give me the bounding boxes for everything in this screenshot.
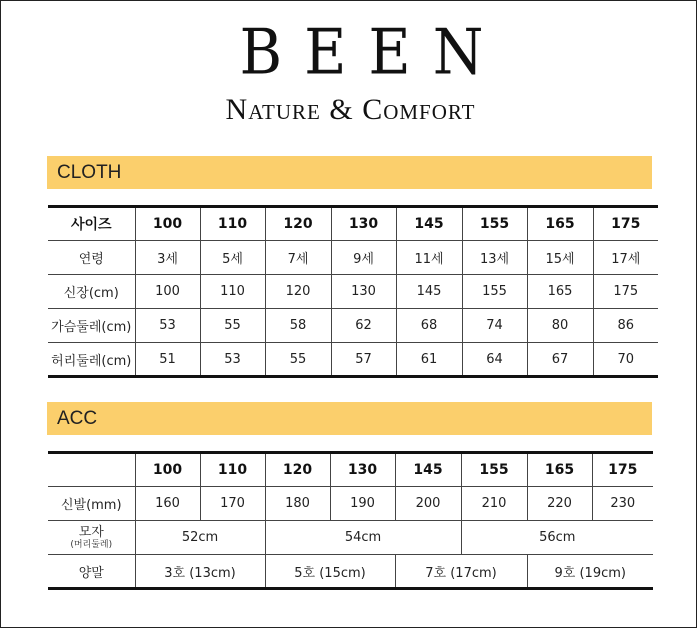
table-cell: 61 [396,343,462,377]
header-cell: 175 [592,453,653,487]
table-row [48,241,658,275]
table-row-hat [48,521,653,555]
table-cell: 100 [135,275,200,309]
table-cell: 160 [135,487,200,521]
brand-logo: BEEN [239,15,506,89]
header-cell: 130 [331,207,396,241]
hat-sublabel: (머리둘레) [70,539,113,550]
table-cell: 9호 (19cm) [527,555,653,589]
table-cell: 110 [200,275,265,309]
acc-size-table [48,451,653,590]
table-cell: 58 [265,309,331,343]
table-cell: 210 [461,487,527,521]
table-cell: 230 [592,487,653,521]
table-cell: 11세 [396,241,462,275]
header-cell: 130 [330,453,395,487]
table-row-shoes [48,487,653,521]
hat-label: 모자 [78,524,104,540]
table-cell: 54cm [265,521,461,555]
table-cell: 53 [200,343,265,377]
row-label: 가슴둘레(cm) [48,309,135,343]
acc-header-row [48,453,653,487]
table-cell: 5세 [200,241,265,275]
header-cell: 145 [395,453,461,487]
table-cell: 55 [200,309,265,343]
header-cell [48,453,135,487]
table-cell: 165 [527,275,593,309]
table-cell: 155 [462,275,527,309]
header-cell: 110 [200,207,265,241]
table-cell: 57 [331,343,396,377]
table-cell: 3호 (13cm) [135,555,265,589]
header-cell: 155 [462,207,527,241]
row-label: 양말 [48,555,135,589]
table-cell: 80 [527,309,593,343]
row-label: 연령 [48,241,135,275]
table-cell: 180 [265,487,330,521]
table-cell: 190 [330,487,395,521]
table-cell: 220 [527,487,592,521]
table-cell: 200 [395,487,461,521]
row-label: 허리둘레(cm) [48,343,135,377]
table-cell: 130 [331,275,396,309]
table-row [48,275,658,309]
table-cell: 68 [396,309,462,343]
brand-tagline: Nature & Comfort [225,93,476,126]
table-cell: 9세 [331,241,396,275]
header-cell: 100 [135,453,200,487]
table-cell: 13세 [462,241,527,275]
header-cell: 사이즈 [70,217,112,233]
table-cell: 51 [135,343,200,377]
header-cell: 165 [527,207,593,241]
table-cell: 170 [200,487,265,521]
table-row [48,343,658,377]
row-label: 신장(cm) [48,275,135,309]
table-cell: 86 [593,309,658,343]
header-cell: 120 [265,207,331,241]
table-cell: 56cm [461,521,653,555]
acc-section-header: ACC [47,402,652,435]
header-cell: 155 [461,453,527,487]
table-cell: 74 [462,309,527,343]
table-cell: 7세 [265,241,331,275]
header-cell: 100 [135,207,200,241]
table-cell: 53 [135,309,200,343]
cloth-section-header: CLOTH [47,156,652,189]
cloth-size-table [48,205,658,378]
table-row-socks [48,555,653,589]
table-cell: 3세 [135,241,200,275]
cloth-header-row [48,207,658,241]
table-cell: 5호 (15cm) [265,555,395,589]
table-cell: 15세 [527,241,593,275]
table-cell: 64 [462,343,527,377]
header-cell: 120 [265,453,330,487]
row-label [48,521,135,555]
header-cell: 145 [396,207,462,241]
row-label: 신발(mm) [48,487,135,521]
header-cell: 110 [200,453,265,487]
table-cell: 145 [396,275,462,309]
table-cell: 17세 [593,241,658,275]
header-cell: 175 [593,207,658,241]
table-cell: 62 [331,309,396,343]
table-cell: 7호 (17cm) [395,555,527,589]
table-cell: 120 [265,275,331,309]
table-cell: 55 [265,343,331,377]
table-cell: 70 [593,343,658,377]
table-cell: 52cm [135,521,265,555]
header-cell: 165 [527,453,592,487]
table-row [48,309,658,343]
table-cell: 67 [527,343,593,377]
table-cell: 175 [593,275,658,309]
